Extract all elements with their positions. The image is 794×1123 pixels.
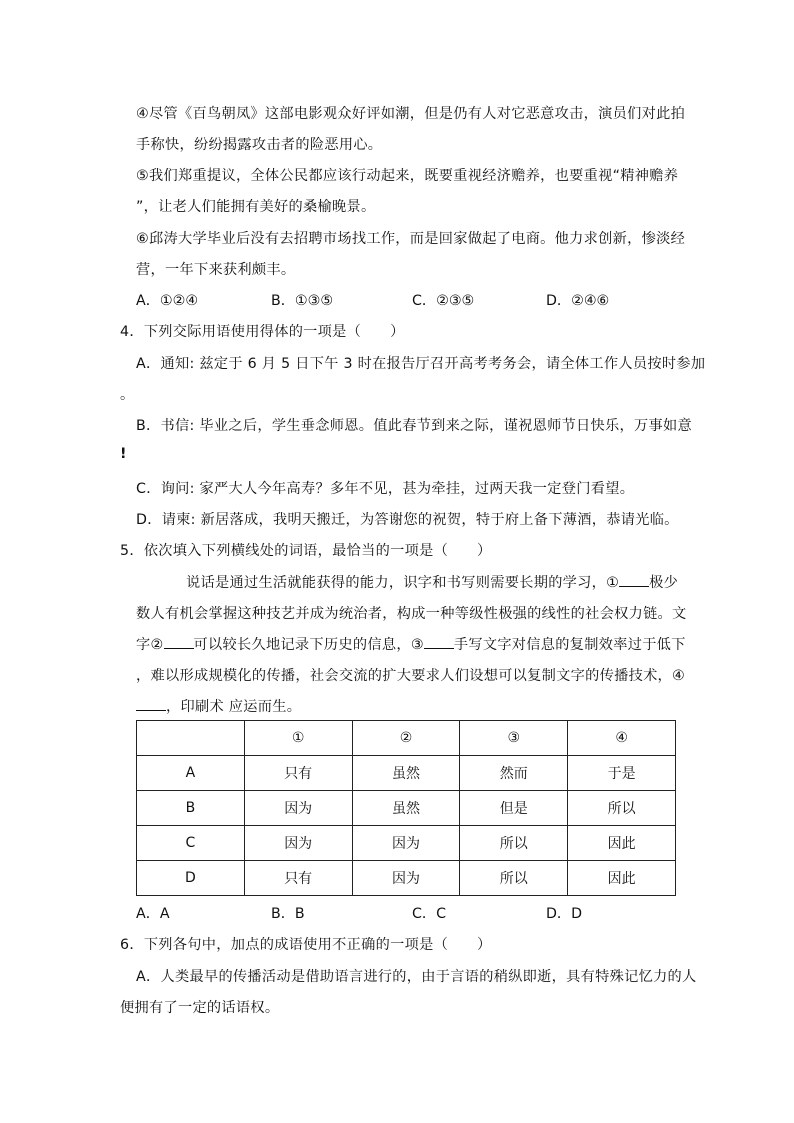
- table-cell: A: [137, 756, 245, 791]
- table-cell: 因为: [244, 791, 352, 826]
- q5-passage-text: ，印刷术 应运而生。: [166, 699, 302, 715]
- blank-1: [619, 574, 649, 587]
- table-row: [137, 826, 676, 861]
- table-cell: 然而: [460, 756, 568, 791]
- q5-passage-text: 字②: [136, 637, 164, 653]
- q5-stem: 5．依次填入下列横线处的词语，最恰当的一项是（ ）: [120, 543, 492, 559]
- q4-option-b-line1[interactable]: B．书信: 毕业之后，学生垂念师恩。值此春节到来之际，谨祝恩师节日快乐，万事如意: [136, 418, 692, 434]
- q5-passage-text: 手写文字对信息的复制效率过于低下: [453, 637, 686, 653]
- blank-4: [136, 698, 166, 711]
- q5-passage-line2: 数人有机会掌握这种技艺并成为统治者，构成一种等级性极强的线性的社会权力链。文: [136, 606, 687, 622]
- q4-option-a-line2: 。: [120, 387, 135, 403]
- table-row: [137, 861, 676, 896]
- q5-passage-line4: ，难以形成规模化的传播，社会交流的扩大要求人们设想可以复制文字的传播技术，④: [136, 668, 686, 684]
- table-cell: C: [137, 826, 245, 861]
- table-header-cell: ②: [352, 721, 460, 756]
- q4-option-a-line1[interactable]: A．通知: 兹定于 6 月 5 日下午 3 时在报告厅召开高考考务会，请全体工作人员按时参加: [136, 356, 706, 372]
- table-cell: 虽然: [352, 756, 460, 791]
- blank-3: [424, 636, 454, 649]
- q4-option-c[interactable]: C．询问: 家严大人今年高寿？多年不见，甚为牵挂，过两天我一定登门看望。: [136, 481, 635, 497]
- q3-item6-line1: ⑥邱涛大学毕业后没有去招聘市场找工作，而是回家做起了电商。他力求创新，惨淡经: [136, 231, 686, 247]
- q5-option-d[interactable]: D．D: [546, 906, 583, 922]
- q5-passage-text: 可以较长久地记录下历史的信息，③: [193, 637, 424, 653]
- q5-passage-line5: [136, 696, 301, 716]
- q4-option-d[interactable]: D．请柬: 新居落成，我明天搬迁，为答谢您的祝贺，特于府上备下薄酒，恭请光临。: [136, 512, 679, 528]
- table-header-cell: [137, 721, 245, 756]
- table-cell: 因为: [244, 826, 352, 861]
- q3-option-b[interactable]: B．①③⑤: [271, 293, 334, 309]
- q5-answer-table: [136, 720, 676, 896]
- table-cell: B: [137, 791, 245, 826]
- table-cell: 因此: [568, 826, 676, 861]
- q4-option-b-line2: !: [120, 446, 127, 462]
- table-cell: 虽然: [352, 791, 460, 826]
- q5-option-c[interactable]: C．C: [412, 906, 447, 922]
- blank-2: [164, 636, 194, 649]
- q4-stem: 4．下列交际用语使用得体的一项是（ ）: [120, 324, 405, 340]
- table-cell: 所以: [568, 791, 676, 826]
- q6-stem: 6．下列各句中，加点的成语使用不正确的一项是（ ）: [120, 937, 492, 953]
- q3-item4-line1: ④尽管《百鸟朝凤》这部电影观众好评如潮，但是仍有人对它恶意攻击，演员们对此拍: [136, 106, 686, 122]
- q3-option-a[interactable]: A．①②④: [136, 293, 199, 309]
- q5-passage-line3: [136, 634, 686, 654]
- q3-item5-line1: ⑤我们郑重提议，全体公民都应该行动起来，既要重视经济赡养，也要重视“精神赡养: [136, 168, 679, 184]
- q3-item5-line2: ”，让老人们能拥有美好的桑榆晚景。: [136, 199, 376, 215]
- q5-option-a[interactable]: A．A: [136, 906, 170, 922]
- q3-option-c[interactable]: C．②③⑤: [412, 293, 475, 309]
- q6-option-a-line2: 便拥有了一定的话语权。: [120, 1000, 280, 1016]
- table-cell: 所以: [460, 861, 568, 896]
- q5-option-b[interactable]: B．B: [271, 906, 305, 922]
- table-header-cell: ①: [244, 721, 352, 756]
- q6-option-a-line1[interactable]: A．人类最早的传播活动是借助语言进行的，由于言语的稍纵即逝，具有特殊记忆力的人: [136, 969, 697, 985]
- table-header-cell: ④: [568, 721, 676, 756]
- table-header-cell: ③: [460, 721, 568, 756]
- table-cell: 只有: [244, 861, 352, 896]
- q5-passage-text: 说话是通过生活就能获得的能力，识字和书写则需要长期的学习，①: [186, 575, 620, 591]
- table-cell: 因为: [352, 826, 460, 861]
- table-cell: D: [137, 861, 245, 896]
- q3-item6-line2: 营，一年下来获利颇丰。: [136, 262, 296, 278]
- table-cell: 但是: [460, 791, 568, 826]
- q5-passage-text: 极少: [649, 575, 679, 591]
- table-cell: 因为: [352, 861, 460, 896]
- table-cell: 于是: [568, 756, 676, 791]
- q3-option-d[interactable]: D．②④⑥: [546, 293, 610, 309]
- table-row: [137, 791, 676, 826]
- table-row: [137, 756, 676, 791]
- table-header-row: [137, 721, 676, 756]
- q3-item4-line2: 手称快，纷纷揭露攻击者的险恶用心。: [136, 137, 383, 153]
- table-cell: 只有: [244, 756, 352, 791]
- table-cell: 所以: [460, 826, 568, 861]
- q5-passage-line1: [186, 572, 678, 592]
- table-cell: 因此: [568, 861, 676, 896]
